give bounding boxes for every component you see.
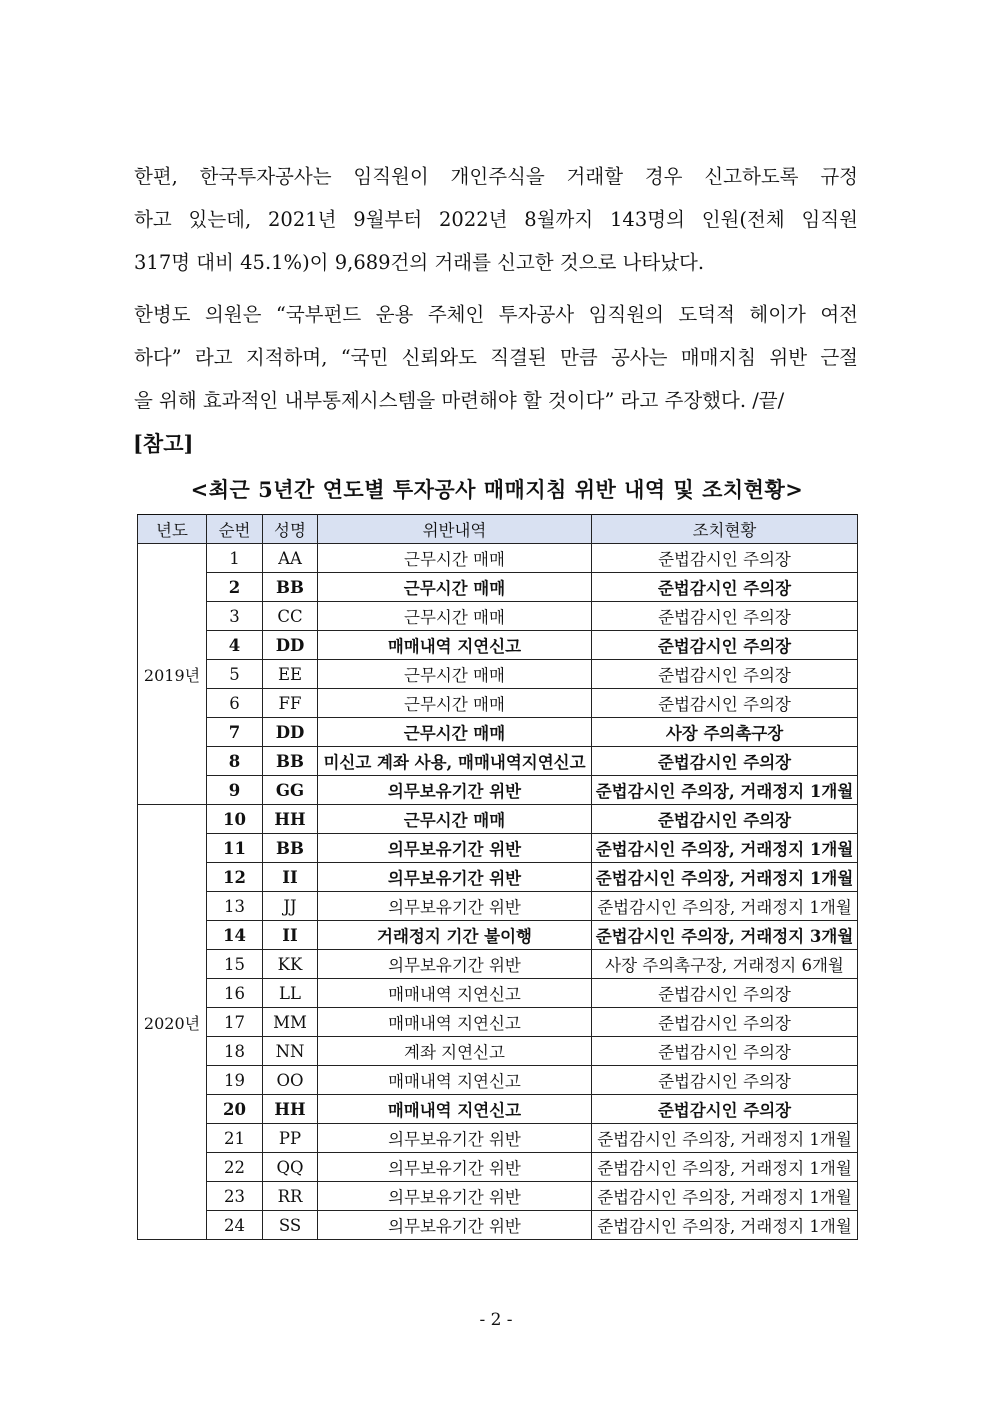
number-cell: 20 [207,1095,263,1124]
number-cell: 8 [207,747,263,776]
table-row [138,1066,858,1095]
name-cell: FF [263,689,318,718]
name-cell: SS [263,1211,318,1240]
action-cell: 준법감시인 주의장 [592,602,858,631]
action-cell: 준법감시인 주의장 [592,747,858,776]
header-number: 순번 [207,515,263,544]
table-row [138,1153,858,1182]
violation-cell: 계좌 지연신고 [318,1037,592,1066]
name-cell: BB [263,747,318,776]
table-row [138,892,858,921]
violation-cell: 매매내역 지연신고 [318,1066,592,1095]
name-cell: AA [263,544,318,573]
paragraph-2-line-2: 하다” 라고 지적하며, “국민 신뢰와도 직결된 만큼 공사는 매매지침 위반 근절 [134,346,858,369]
violation-cell: 근무시간 매매 [318,660,592,689]
number-cell: 18 [207,1037,263,1066]
header-year: 년도 [138,515,207,544]
reference-label: [참고] [133,431,194,456]
table-body [138,544,858,1240]
table-row [138,921,858,950]
number-cell: 17 [207,1008,263,1037]
name-cell: CC [263,602,318,631]
number-cell: 13 [207,892,263,921]
violation-cell: 미신고 계좌 사용, 매매내역지연신고 [318,747,592,776]
action-cell: 준법감시인 주의장, 거래정지 1개월 [592,1124,858,1153]
action-cell: 준법감시인 주의장 [592,689,858,718]
number-cell: 1 [207,544,263,573]
table-row [138,834,858,863]
table-row [138,950,858,979]
name-cell: JJ [263,892,318,921]
action-cell: 사장 주의촉구장, 거래정지 6개월 [592,950,858,979]
number-cell: 15 [207,950,263,979]
violation-cell: 근무시간 매매 [318,718,592,747]
name-cell: RR [263,1182,318,1211]
table-row [138,1037,858,1066]
number-cell: 3 [207,602,263,631]
violation-cell: 의무보유기간 위반 [318,863,592,892]
table-row [138,1124,858,1153]
name-cell: II [263,921,318,950]
table-row [138,689,858,718]
number-cell: 19 [207,1066,263,1095]
number-cell: 12 [207,863,263,892]
table-row [138,1008,858,1037]
table-row [138,747,858,776]
number-cell: 2 [207,573,263,602]
table-row [138,573,858,602]
action-cell: 준법감시인 주의장 [592,1066,858,1095]
number-cell: 5 [207,660,263,689]
table-row [138,631,858,660]
number-cell: 21 [207,1124,263,1153]
name-cell: GG [263,776,318,805]
action-cell: 준법감시인 주의장 [592,544,858,573]
violation-cell: 매매내역 지연신고 [318,1095,592,1124]
name-cell: II [263,863,318,892]
action-cell: 준법감시인 주의장, 거래정지 1개월 [592,834,858,863]
violation-cell: 근무시간 매매 [318,573,592,602]
name-cell: OO [263,1066,318,1095]
number-cell: 23 [207,1182,263,1211]
table-row [138,718,858,747]
paragraph-2 [134,293,858,422]
action-cell: 준법감시인 주의장, 거래정지 1개월 [592,863,858,892]
table-row [138,1095,858,1124]
action-cell: 준법감시인 주의장 [592,805,858,834]
number-cell: 6 [207,689,263,718]
number-cell: 14 [207,921,263,950]
header-name: 성명 [263,515,318,544]
violation-cell: 의무보유기간 위반 [318,776,592,805]
action-cell: 준법감시인 주의장, 거래정지 3개월 [592,921,858,950]
name-cell: LL [263,979,318,1008]
action-cell: 준법감시인 주의장, 거래정지 1개월 [592,1211,858,1240]
table-header-row [138,515,858,544]
name-cell: HH [263,1095,318,1124]
header-action: 조치현황 [592,515,858,544]
action-cell: 준법감시인 주의장 [592,573,858,602]
violation-cell: 매매내역 지연신고 [318,979,592,1008]
name-cell: EE [263,660,318,689]
table-row [138,602,858,631]
violation-cell: 근무시간 매매 [318,544,592,573]
violation-cell: 매매내역 지연신고 [318,1008,592,1037]
name-cell: DD [263,631,318,660]
action-cell: 준법감시인 주의장 [592,1095,858,1124]
page-number: - 2 - [479,1310,513,1330]
paragraph-1-line-3: 317명 대비 45.1%)이 9,689건의 거래를 신고한 것으로 나타났다. [134,251,705,274]
number-cell: 16 [207,979,263,1008]
action-cell: 준법감시인 주의장 [592,631,858,660]
paragraph-1-line-2: 하고 있는데, 2021년 9월부터 2022년 8월까지 143명의 인원(전체 임직원 [134,208,858,231]
table-title: <최근 5년간 연도별 투자공사 매매지침 위반 내역 및 조치현황> [190,477,804,502]
number-cell: 11 [207,834,263,863]
name-cell: DD [263,718,318,747]
table-row [138,979,858,1008]
action-cell: 사장 주의촉구장 [592,718,858,747]
paragraph-1 [134,155,858,284]
violation-cell: 근무시간 매매 [318,805,592,834]
table-row [138,805,858,834]
action-cell: 준법감시인 주의장 [592,660,858,689]
violation-cell: 의무보유기간 위반 [318,1211,592,1240]
action-cell: 준법감시인 주의장, 거래정지 1개월 [592,1153,858,1182]
action-cell: 준법감시인 주의장, 거래정지 1개월 [592,1182,858,1211]
table-row [138,863,858,892]
number-cell: 7 [207,718,263,747]
paragraph-2-line-3: 을 위해 효과적인 내부통제시스템을 마련해야 할 것이다” 라고 주장했다. /끝/ [134,389,785,412]
name-cell: BB [263,834,318,863]
number-cell: 24 [207,1211,263,1240]
violation-cell: 의무보유기간 위반 [318,1153,592,1182]
name-cell: BB [263,573,318,602]
violation-cell: 근무시간 매매 [318,602,592,631]
violation-cell: 매매내역 지연신고 [318,631,592,660]
violation-table [137,514,858,1240]
action-cell: 준법감시인 주의장 [592,1037,858,1066]
table-row [138,776,858,805]
action-cell: 준법감시인 주의장 [592,979,858,1008]
year-cell: 2019년 [138,544,207,805]
violation-cell: 거래정지 기간 불이행 [318,921,592,950]
paragraph-2-line-1: 한병도 의원은 “국부펀드 운용 주체인 투자공사 임직원의 도덕적 헤이가 여전 [134,303,858,326]
action-cell: 준법감시인 주의장, 거래정지 1개월 [592,776,858,805]
violation-cell: 의무보유기간 위반 [318,1182,592,1211]
paragraph-1-line-1: 한편, 한국투자공사는 임직원이 개인주식을 거래할 경우 신고하도록 규정 [134,165,858,188]
violation-cell: 근무시간 매매 [318,689,592,718]
violation-cell: 의무보유기간 위반 [318,892,592,921]
table-row [138,1211,858,1240]
name-cell: PP [263,1124,318,1153]
name-cell: KK [263,950,318,979]
table-row [138,544,858,573]
name-cell: HH [263,805,318,834]
violation-cell: 의무보유기간 위반 [318,834,592,863]
table-row [138,1182,858,1211]
name-cell: NN [263,1037,318,1066]
number-cell: 10 [207,805,263,834]
action-cell: 준법감시인 주의장, 거래정지 1개월 [592,892,858,921]
name-cell: MM [263,1008,318,1037]
violation-cell: 의무보유기간 위반 [318,1124,592,1153]
table-row [138,660,858,689]
number-cell: 4 [207,631,263,660]
violation-cell: 의무보유기간 위반 [318,950,592,979]
year-cell: 2020년 [138,805,207,1240]
header-violation: 위반내역 [318,515,592,544]
action-cell: 준법감시인 주의장 [592,1008,858,1037]
name-cell: QQ [263,1153,318,1182]
number-cell: 22 [207,1153,263,1182]
number-cell: 9 [207,776,263,805]
